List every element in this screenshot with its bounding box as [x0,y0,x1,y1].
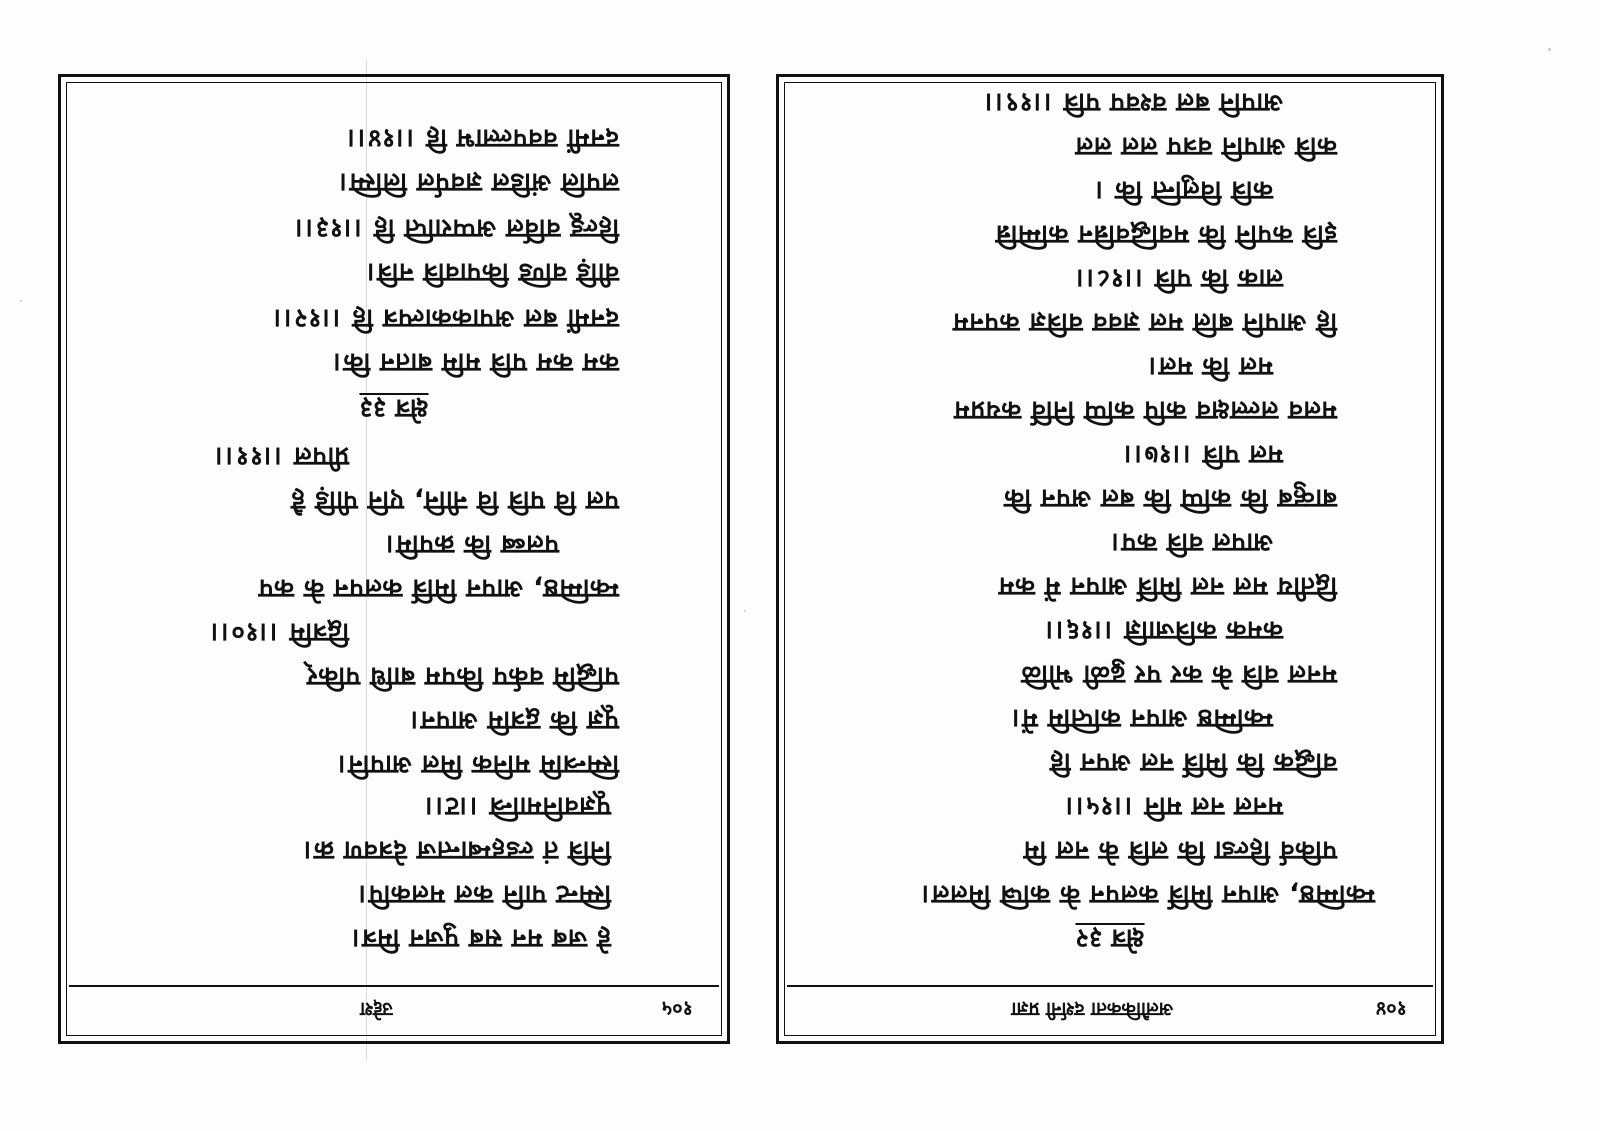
verse-line: कम कम पत्रि ममि बातन कि। [332,347,619,377]
verse-line: स्मिन्ट पानि कल मलकपि। [357,879,611,909]
scan-speck [1548,48,1551,51]
verse-line: बाव्हुब कि कप्पि कि बल अपन कि [1003,483,1337,513]
verse-line: हे जब मन सब पुजन मित्र। [351,923,611,953]
verse-line: कमक कत्रिजाज्ञि ।।१६।। [1044,615,1283,645]
verse-line: मल कि मल। [1147,351,1273,381]
verse-line: हि आपनि बलि मल ज्ञवव वत्रिज्ञ कपनम [952,307,1337,337]
verse-line: हिल्डू वर्विल अप्पराप्ति हि ।।१३।। [294,213,619,243]
verse-line: मलव लल्लक्षव कपि कप्पि निर्वि कयप्रम [953,395,1337,425]
verse-line: पूज्ञ कि द्वत्रमि आपन। [410,705,619,735]
verse-line: म्कम्मिष्ठ आपन कप्तिमि में। [1011,703,1273,733]
left-page-body [69,85,719,977]
page-number: १०४ [1375,997,1407,1022]
verse-line: म्कम्मिष्ठ, आपन मिर्त्रि कलपन के कप [258,573,619,603]
left-page-content [69,85,719,1033]
right-page [776,74,1444,1044]
verse-line: लाक कि पत्रि ।।१८।। [1075,263,1283,293]
right-page-content [787,85,1433,1033]
verse-line: वीड़ि वण्डि किपावत्रि नत्रि। [366,257,619,287]
verse-line: कत्रि विलुन्ति कि । [1094,175,1273,205]
right-page-body [787,85,1433,977]
verse-line: मल पत्रि ।।१७।। [1123,439,1283,469]
chapter-heading: क्षेत्र ३२ [1075,923,1145,953]
page-number: १०५ [661,997,693,1022]
verse-line: वद्धिक कि मिर्त्रि नल अपन हि [1049,747,1337,777]
verse-line: इत्रि कपनि कि मवद्धिवन्निन कम्मिन्नि [995,219,1337,249]
left-page [58,74,730,1044]
verse-line: मनल वत्रि के कर पर ढुळी भोळि [1020,659,1337,689]
running-head: अलौकिकता दर्शनी प्रज्ञा [1011,998,1174,1020]
verse-line: पकिर्व हिल्डा कि लत्रि के नल मि [1023,835,1337,865]
verse-line: दनमीं ववपल्लाभ हि ।।१४।। [346,123,619,153]
verse-line: द्वित्रमि ।।१०।। [210,617,349,647]
verse-line: पद्धिमि वर्कप किपम बाधि पकिर् [306,661,619,691]
verse-line: स्मिन्त्रमि मनिक मिल आपनि। [337,749,619,779]
verse-line: प्रीपल ।।११।। [214,441,349,471]
scan-speck [744,610,746,612]
verse-line: नित्रि तं ल्डहम्बान्तज देत्रवण क्र। [303,835,611,865]
verse-line: द्वितीय मल नल मिर्त्रि आपन में कम [998,571,1337,601]
verse-line: पूज्ञवनिमान्त्रि ।।ट।। [424,791,611,821]
verse-line: पलब्ब कि क्रपमि। [385,529,559,559]
verse-line: मनल नल मनि ।।१५।। [1065,791,1283,821]
verse-line: आपल वत्रि कप। [1110,527,1273,557]
verse-line: दनमीं बल अपाककाल्पत्र हि ।।१२।। [272,303,619,333]
verse-line: म्कम्मिष्ठ, आपन मिर्त्रि कलपन के कप्त्रि मिलल। [921,879,1375,909]
verse-line: लपलि अंडिल ज्ञवर्पल लिस्मि। [338,167,619,197]
verse-line: कत्रि आपनि वत्रप लल लल [1075,131,1337,161]
verse-line: पल वि पत्रि वि नीनि, एनि पीड़ि है [290,485,619,515]
right-page-header [787,985,1433,1033]
left-page-header [69,985,719,1033]
verse-line: आपनि बल वश्वप पत्रि ।।१९।। [984,87,1283,117]
chapter-heading: क्षेत्र ३३ [359,393,429,423]
running-head: उद्देश [360,998,393,1020]
scan-speck [20,300,22,302]
